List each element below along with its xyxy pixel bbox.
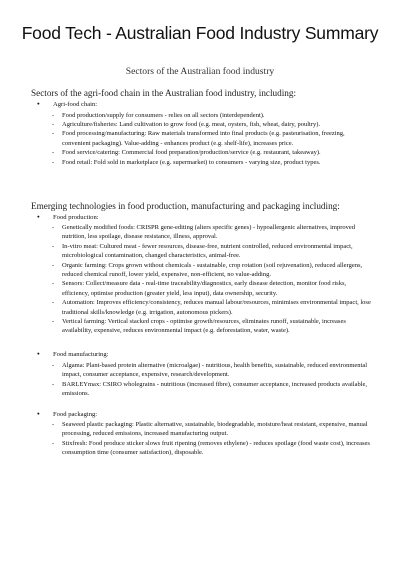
list-item: - Food service/catering: Commercial food preparation/production/service (e.g. restaurant, takeaway).: [62, 148, 374, 157]
section-heading-emerging-tech: Emerging technologies in food production, manufacturing and packaging including:: [31, 201, 340, 211]
list-item: - Seaweed plastic packaging: Plastic alternative, sustainable, biodegradable, moisture/heat resistant, expensive, manual processing, reduced emissions, increased manufacturing output.: [62, 420, 374, 439]
page-subtitle: Sectors of the Australian food industry: [125, 66, 275, 77]
list-item: - Automation: Improves efficiency/consistency, reduces manual labour/resources, minimises environmental impact, lose traditional skills/knowledge (e.g. irrigation, autonomous pickers).: [62, 298, 374, 317]
list-item: - Genetically modified foods: CRISPR gene-editing (alters specific genes) - hypoallergenic alternatives, improved nutrition, less spoilage, disease resistance, illness, approval.: [62, 223, 374, 242]
agri-food-list: [62, 111, 374, 167]
food-production-list: [62, 223, 374, 336]
section-heading-agri-food: Sectors of the agri-food chain in the Australian food industry, including:: [31, 88, 297, 98]
bullet-food-manufacturing: ● Food manufacturing:: [53, 351, 109, 358]
food-manufacturing-list: [62, 361, 374, 399]
food-packaging-list: [62, 420, 374, 458]
bullet-agri-food-chain: ● Agri-food chain:: [53, 101, 97, 108]
list-item: - Algama: Plant-based protein alternative (microalgae) - nutritious, health benefits, sustainable, reduced environmental impact, consumer acceptance, expensive, research/development.: [62, 361, 374, 380]
list-item: - Food processing/manufacturing: Raw materials transformed into final products (e.g. pasteurisation, freezing, convenient packaging). Value-adding - enhances product (e.g. shelf-life), increases price.: [62, 129, 374, 148]
list-item: - Vertical farming: Vertical stacked crops - optimise growth/resources, eliminates runoff, sustainable, increases availability, expensive, reduces environmental impact (e.g. deforestation, water, waste).: [62, 317, 374, 336]
bullet-food-production: ● Food production:: [53, 214, 99, 221]
list-item: - Agriculture/fisheries: Land cultivation to grow food (e.g. meat, oysters, fish, wheat, dairy, poultry).: [62, 120, 374, 129]
list-item: - Food retail: Fold sold in marketplace (e.g. supermarket) to consumers - varying size, product types.: [62, 158, 374, 167]
list-item: - Organic farming: Crops grown without chemicals - sustainable, crop rotation (soil rejuvenation), reduced allergens, reduced chemical runoff, lower yield, expensive, non-efficient, no value-adding.: [62, 261, 374, 280]
bullet-food-packaging: ● Food packaging:: [53, 411, 97, 418]
list-item: - Sensors: Collect/measure data - real-time traceability/diagnostics, early disease detection, monitor food risks, efficiency, optimise production (greater yield, less input), data ownership, security.: [62, 279, 374, 298]
list-item: - BARLEYmax: CSIRO wholegrains - nutritious (increased fibre), consumer acceptance, increased products available, emissions.: [62, 380, 374, 399]
page-title: Food Tech - Australian Food Industry Summary: [21, 23, 379, 43]
list-item: - Food production/supply for consumers - relies on all sectors (interdependent).: [62, 111, 374, 120]
list-item: - Stixfresh: Food produce sticker slows fruit ripening (removes ethylene) - reduces spoilage (food waste cost), increases consumption time (consumer satisfaction), disposable.: [62, 439, 374, 458]
list-item: - In-vitro meat: Cultured meat - fewer resources, disease-free, nutrient controlled, reduced environmental impact, microbiological contamination, changed characteristics, animal-free.: [62, 242, 374, 261]
